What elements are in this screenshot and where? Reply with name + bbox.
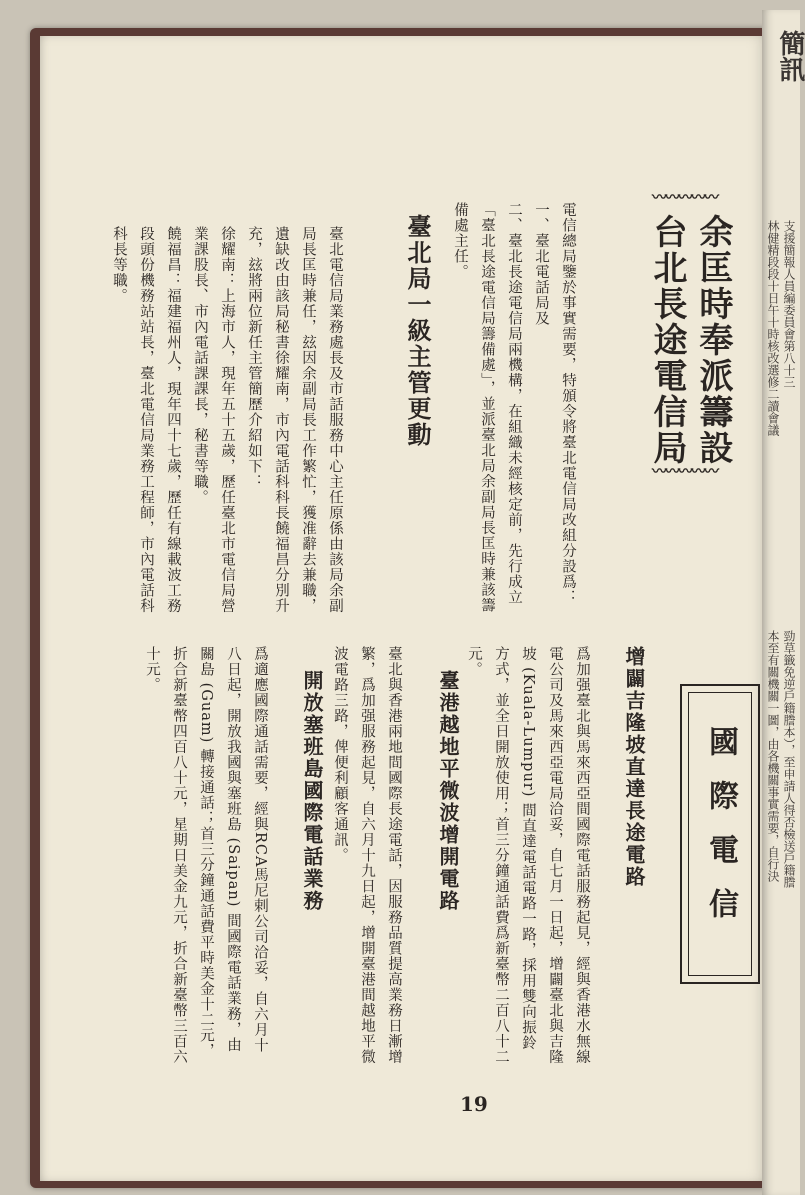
article3-title: 增闢吉隆坡直達長途電路 bbox=[622, 646, 646, 888]
section-box-international-telecom bbox=[680, 684, 760, 984]
article3-paragraph-1: 爲加强臺北與馬來西亞間國際電話服務起見，經與香港水無線電公司及馬來西亞電局洽妥，自七月一日起，增闢臺北與吉隆坡 (Kuala-Lumpur) 間直達電話電路一路，採用雙向振鈴方式，並全日開放使用；首三分鐘通話費爲新臺幣二百八十二元。 bbox=[466, 646, 590, 1065]
page-number: 19 bbox=[460, 1092, 488, 1116]
adjacent-page-column-3: 勁草籤免逆戶籍謄本），至申請人得否檢送戶籍謄 bbox=[782, 630, 796, 888]
article5-title: 開放塞班島國際電話業務 bbox=[300, 670, 324, 912]
article1-title-line2: 台北長途電信局 bbox=[647, 214, 687, 466]
adjacent-page-column-1: 支援簡報人員編委員會第八十三 bbox=[782, 220, 796, 388]
article1-title-line1: 余匡時奉派籌設 bbox=[693, 214, 733, 466]
adjacent-page-title: 簡訊 bbox=[775, 30, 805, 82]
article1-paragraph-1: 電信總局鑒於事實需要，特頒令將臺北電信局改組分設爲： bbox=[560, 202, 576, 605]
article1-paragraph-3: 二、臺北長途電信局兩機構，在組織未經核定前，先行成立「臺北長途電信局籌備處」，並派臺北局余副局長匡時兼該籌備處主任。 bbox=[452, 202, 522, 614]
article2-paragraph-1: 臺北電信局業務處長及市話服務中心主任原係由該局余副局長匡時兼任，玆因余副局長工作繁忙，獲准辭去兼職，遺缺改由該局秘書徐耀南，市內電話科科長饒福昌分別升充，玆將兩位新任主管簡歷介紹如下： bbox=[246, 226, 343, 614]
document-page bbox=[40, 36, 770, 1181]
article4-title: 臺港越地平微波增開電路 bbox=[436, 670, 460, 912]
article5-paragraph-1: 爲適應國際通話需要，經與RCA馬尼剌公司洽妥，自六月十八日起，開放我國與塞班島 (Saipan) 間國際電話業務，由關島 (Guam) 轉接通話；首三分鐘通話費平時美金十二元，折合新臺幣四百八十元，星期日美金九元，折合新臺幣三百六十元。 bbox=[144, 646, 268, 1065]
decorative-wave-top: 〰〰〰〰〰 bbox=[652, 188, 718, 206]
decorative-wave-bottom: 〰〰〰〰〰 bbox=[652, 462, 718, 480]
adjacent-page-column-2: 林健精段段十日午十時核改選修二讀會議 bbox=[766, 220, 780, 436]
adjacent-page-edge bbox=[762, 10, 805, 1195]
article2-paragraph-3: 饒福昌：福建福州人，現年四十七歲，歷任有線載波工務段頭份機務站站長，臺北電信局業務工程師，市內電話科科長等職。 bbox=[111, 226, 181, 614]
article1-paragraph-2: 一、臺北電話局及 bbox=[533, 202, 549, 326]
adjacent-page-column-4: 本至有關機關一圖，由各機關事實需要，自行決 bbox=[766, 630, 780, 882]
article4-paragraph-1: 臺北與香港兩地間國際長途電話，因服務品質提高業務日漸增繁，爲加强服務起見，自六月十九日起，增開臺港間越地平微波電路三路，俾便利顧客通訊。 bbox=[332, 646, 402, 1065]
article2-title: 臺北局一級主管更動 bbox=[403, 214, 432, 448]
section-box-label: 國際電信 bbox=[703, 726, 738, 942]
article2-paragraph-2: 徐耀南：上海市人，現年五十五歲，歷任臺北市電信局營業課股長、市內電話課課長，秘書等職。 bbox=[192, 226, 235, 614]
